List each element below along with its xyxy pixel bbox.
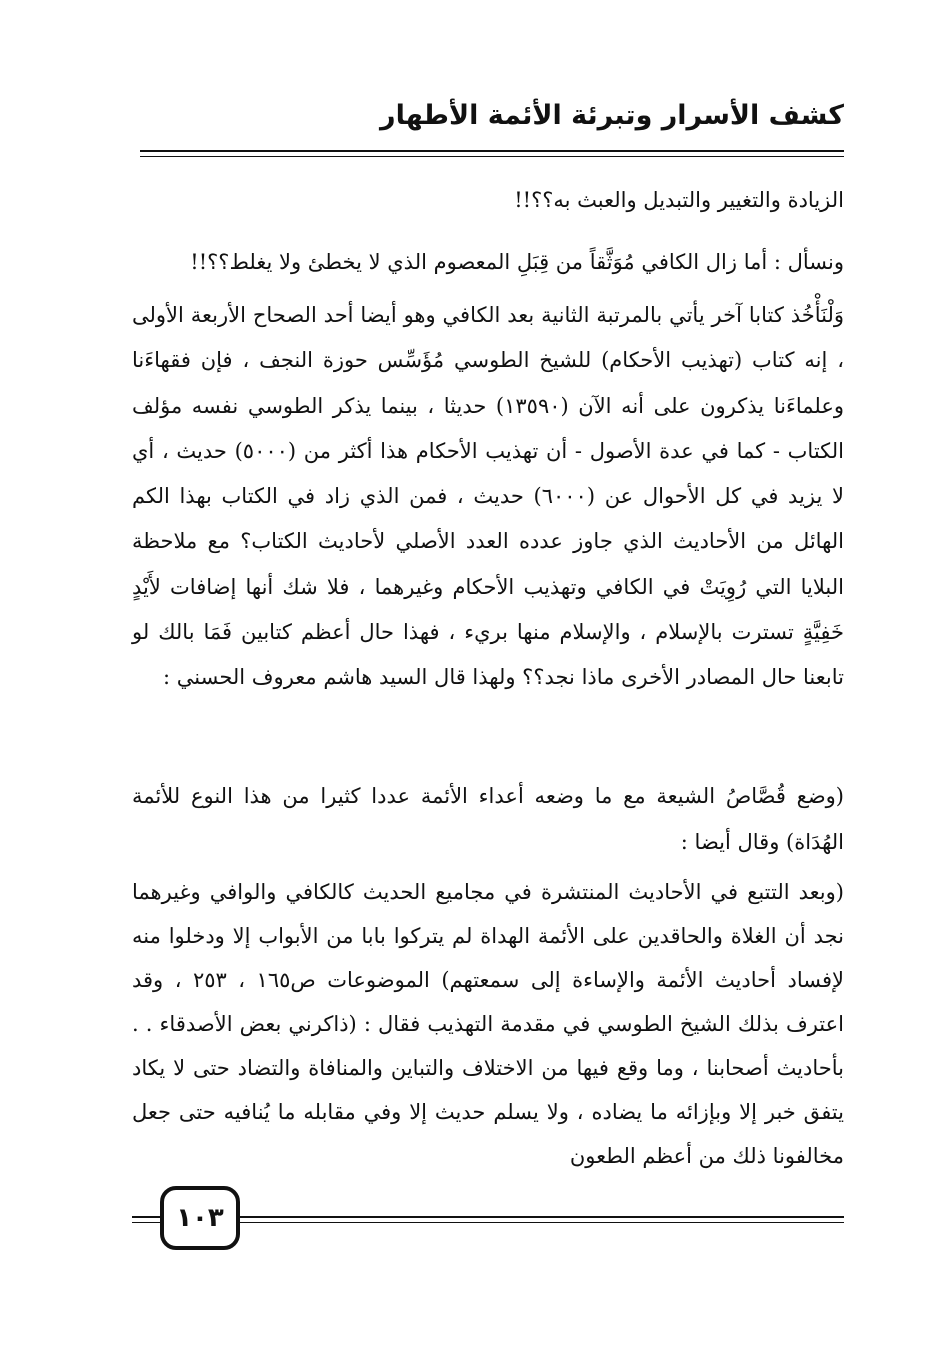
- paragraph-5-text: (وبعد التتبع في الأحاديث المنتشرة في مجاميع الحديث كالكافي والوافي وغيرهما نجد أن الغلاة والحاقدين على الأئمة الهداة لم يتركوا بابا من الأبواب إلا ودخلوا منه لإفساد أحاديث الأئمة والإساءة إلى سمعتهم) الموضوعات ص١٦٥ ، ٢٥٣ ، وقد اعترف بذلك الشيخ الطوسي في مقدمة التهذيب فقال : (ذاكرني بعض الأصدقاء . . بأحاديث أصحابنا ، وما وقع فيها من الاختلاف والتباين والمنافاة والتضاد حتى لا يكاد يتفق خبر إلا وبإزائه ما يضاده ، ولا يسلم حديث إلا وفي مقابله ما يُنافيه حتى جعل مخالفونا ذلك من أعظم الطعون: [132, 880, 844, 1168]
- paragraph-1: [132, 178, 844, 223]
- header-rule-bottom: [140, 156, 844, 157]
- paragraph-3: [132, 293, 844, 701]
- footer-rule-right-top: [240, 1216, 844, 1218]
- footer-rule-right-bottom: [240, 1222, 844, 1223]
- paragraph-2: [132, 240, 844, 285]
- paragraph-5: [132, 870, 844, 1178]
- paragraph-1-text: الزيادة والتغيير والتبديل والعبث به؟؟!!: [514, 188, 844, 212]
- paragraph-2-text: ونسأل : أما زال الكافي مُوَثَّقاً من قِبَلِ المعصوم الذي لا يخطئ ولا يغلط؟؟!!: [190, 250, 844, 274]
- paragraph-4-text: (وضع قُصَّاصُ الشيعة مع ما وضعه أعداء الأئمة عددا كثيرا من هذا النوع للأئمة الهُدَاة) وقال أيضا :: [132, 784, 844, 854]
- footer-rule-left-top: [132, 1216, 160, 1218]
- paragraph-4: [132, 773, 844, 865]
- header-rule-top: [140, 150, 844, 152]
- footer-rule-left-bottom: [132, 1222, 160, 1223]
- page-number: [160, 1186, 240, 1250]
- page-number-text: ١٠٣: [176, 1203, 224, 1233]
- paragraph-3-text: وَلْنَأْخُذ كتابا آخر يأتي بالمرتبة الثانية بعد الكافي وهو أيضا أحد الصحاح الأربعة الأولى ، إنه كتاب (تهذيب الأحكام) للشيخ الطوسي مُؤَسِّس حوزة النجف ، فإن فقهاءَنا وعلماءَنا يذكرون على أنه الآن (١٣٥٩٠) حديثا ، بينما يذكر الطوسي نفسه مؤلف الكتاب - كما في عدة الأصول - أن تهذيب الأحكام هذا أكثر من (٥٠٠٠) حديث ، أي لا يزيد في كل الأحوال عن (٦٠٠٠) حديث ، فمن الذي زاد في الكتاب بهذا الكم الهائل من الأحاديث الذي جاوز عدده العدد الأصلي لأحاديث الكتاب؟ مع ملاحظة البلايا التي رُوِيَتْ في الكافي وتهذيب الأحكام وغيرهما ، فلا شك أنها إضافات لأَيْدٍ خَفِيَّةٍ تسترت بالإسلام ، والإسلام منها بريء ، فهذا حال أعظم كتابين فَمَا بالك لو تابعنا حال المصادر الأخرى ماذا نجد؟؟ ولهذا قال السيد هاشم معروف الحسني :: [132, 303, 844, 690]
- running-header-title: كشف الأسرار وتبرئة الأئمة الأطهار: [380, 100, 844, 131]
